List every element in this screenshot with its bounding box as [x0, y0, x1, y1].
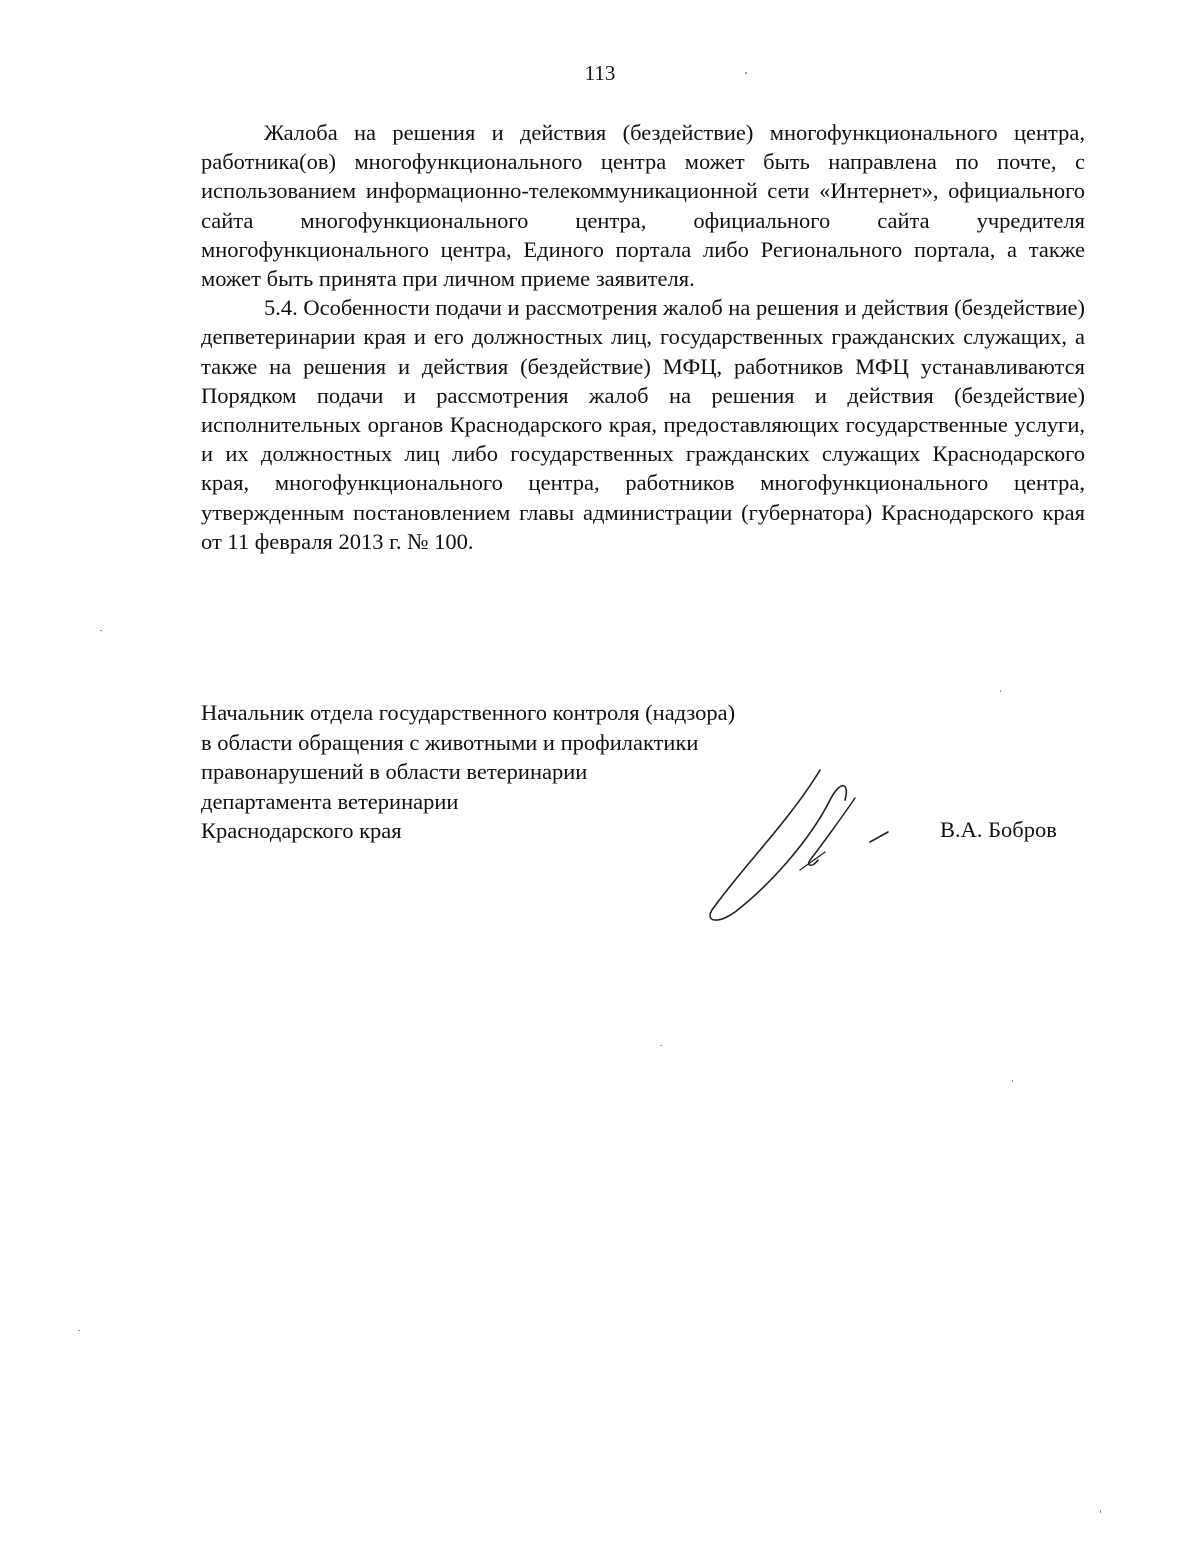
signer-position-line: правонарушений в области ветеринарии: [201, 759, 588, 784]
scan-speck: [100, 630, 102, 631]
signer-position-line: в области обращения с животными и профилактики: [201, 729, 699, 755]
paragraph: 5.4. Особенности подачи и рассмотрения жалоб на решения и действия (бездействие) депветеринарии края и его должностных лиц, государственных гражданских служащих, а также на решения и действия (бездействие) МФЦ, работников МФЦ устанавливаются Порядком подачи и рассмотрения жалоб на решения и действия (бездействие) исполнительных органов Краснодарского края, предоставляющих государственные услуги, и их должностных лиц либо государственных гражданских служащих Краснодарского края, многофункционального центра, работников многофункционального центра, утвержденным постановлением главы администрации (губернатора) Краснодарского края от 11 февраля 2013 г. № 100.: [201, 295, 1085, 554]
scan-speck: [1012, 1080, 1013, 1082]
body-text: [201, 118, 1085, 556]
signer-name: В.А. Бобров: [940, 817, 1057, 842]
signer-position-line: департамента ветеринарии: [201, 788, 459, 814]
scan-speck: [660, 1045, 662, 1046]
signer-position-line: Начальник отдела государственного контроля (надзора): [201, 700, 736, 725]
scan-speck: [1100, 1510, 1101, 1513]
paragraph: Жалоба на решения и действия (бездействие) многофункционального центра, работника(ов) многофункционального центра может быть направлена по почте, с использованием информационно-телекоммуникационной сети «Интернет», официального сайта многофункционального центра, официального сайта учредителя многофункционального центра, Единого портала либо Регионального портала, а также может быть принята при личном приеме заявителя.: [201, 120, 1085, 292]
handwritten-signature: [700, 760, 900, 930]
scan-speck: [1000, 690, 1001, 692]
scan-speck: [745, 72, 747, 74]
page-number: 113: [584, 61, 616, 85]
signer-position-line: Краснодарского края: [201, 818, 402, 843]
scan-speck: [78, 1330, 80, 1331]
